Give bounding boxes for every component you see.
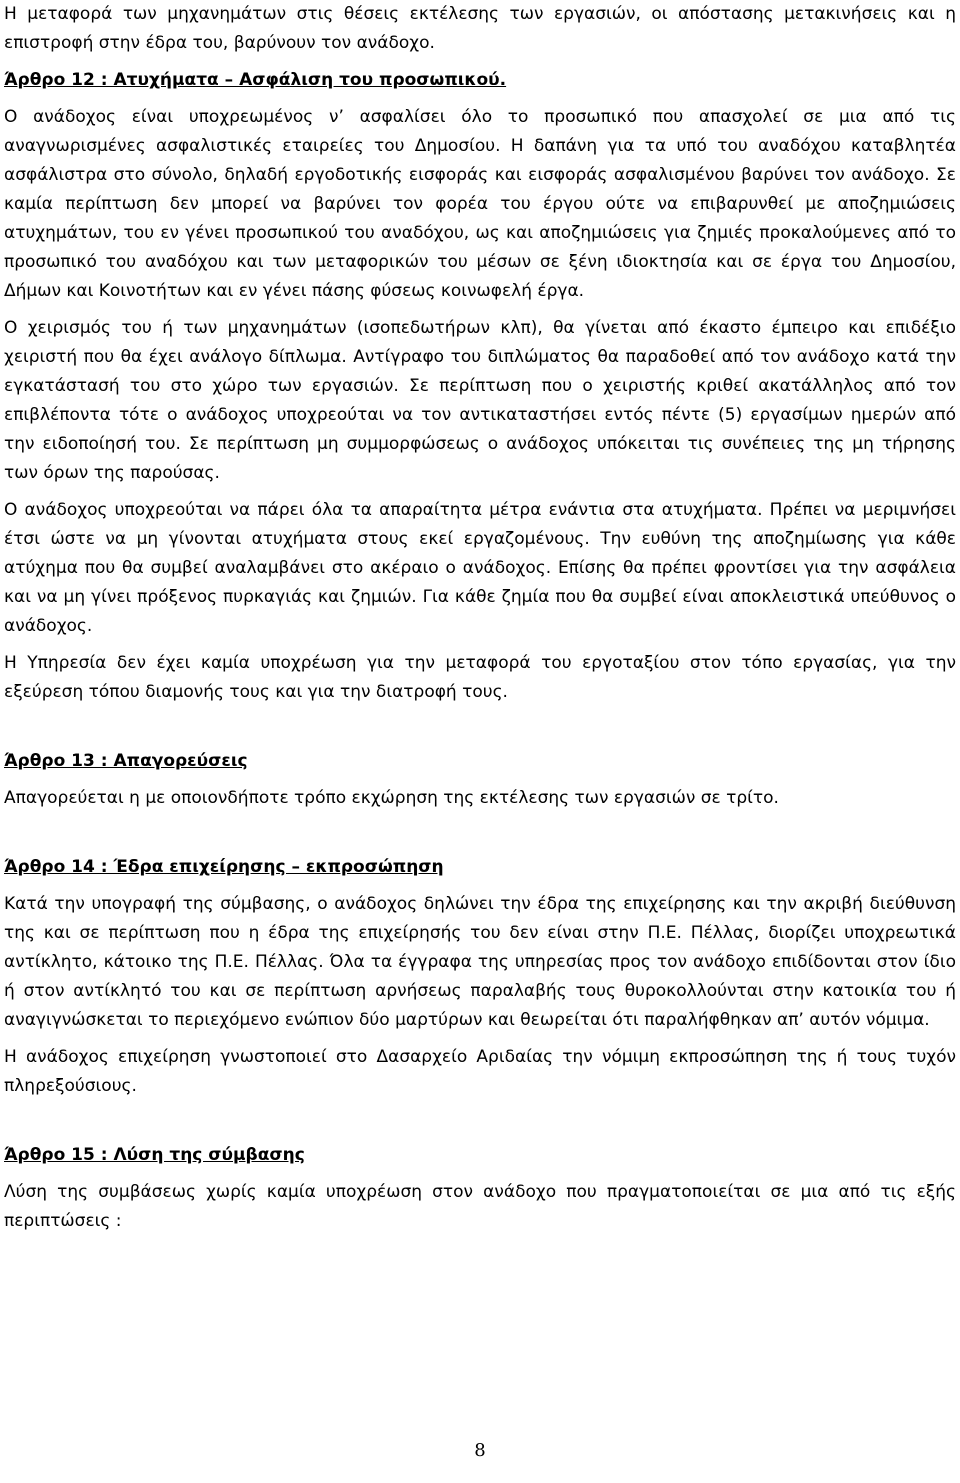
heading-article-15: Άρθρο 15 : Λύση της σύμβασης [4,1145,305,1165]
paragraph-service-obligations: Η Υπηρεσία δεν έχει καμία υποχρέωση για την μεταφορά του εργοταξίου στον τόπο εργασίας, για την εξεύρεση τόπου διαμονής τους και για την διατροφή τους. [4,653,956,702]
paragraph-accidents: Ο ανάδοχος υποχρεούται να πάρει όλα τα απαραίτητα μέτρα ενάντια στα ατυχήματα. Πρέπει να μεριμνήσει έτσι ώστε να μη γίνονται ατυχήματα στους εκεί εργαζομένους. Την ευθύνη της αποζημίωσης για κάθε ατύχημα που θα συμβεί αναλαμβάνει στο ακέραιο ο ανάδοχος. Επίσης θα πρέπει φροντίσει για την ασφάλεια και να μη γίνει πρόξενος πυρκαγιάς και ζημιών. Για κάθε ζημία που θα συμβεί είναι αποκλειστικά υπεύθυνος ο ανάδοχος. [4,500,956,636]
paragraph-operators: Ο χειρισμός του ή των μηχανημάτων (ισοπεδωτήρων κλπ), θα γίνεται από έκαστο έμπειρο και επιδέξιο χειριστή που θα έχει ανάλογο δίπλωμα. Αντίγραφο του διπλώματος θα παραδοθεί από τον ανάδοχο κατά την εγκατάστασή του στο χώρο των εργασιών. Σε περίπτωση που ο χειριστής κριθεί ακατάλληλος από τον επιβλέποντα τότε ο ανάδοχος υποχρεούται να τον αντικαταστήσει εντός πέντε (5) εργασίμων ημερών από την ειδοποίησή του. Σε περίπτωση μη συμμορφώσεως ο ανάδοχος υπόκειται τις συνέπειες της μη τήρησης των όρων της παρούσας. [4,318,956,483]
paragraph-insurance: Ο ανάδοχος είναι υποχρεωμένος ν’ ασφαλίσει όλο το προσωπικό που απασχολεί σε μια από τις αναγνωρισμένες ασφαλιστικές εταιρείες του Δημοσίου. Η δαπάνη για τα υπό του αναδόχου καταβλητέα ασφάλιστρα στο σύνολο, δηλαδή εργοδοτικής εισφοράς και εισφοράς ασφαλισμένου βαρύνει τον ανάδοχο. Σε καμία περίπτωση δεν μπορεί να βαρύνει τον φορέα του έργου ούτε να επιβαρυνθεί με αποζημιώσεις ατυχημάτων, του εν γένει προσωπικού του αναδόχου, ως και αποζημιώσεις για ζημιές προκαλούμενες από το προσωπικό του αναδόχου και των μεταφορικών του μέσων σε ξένη ιδιοκτησία και σε έργα του Δημοσίου, Δήμων και Κοινοτήτων και εν γένει πάσης φύσεως κοινωφελή έργα. [4,107,956,301]
heading-article-13: Άρθρο 13 : Απαγορεύσεις [4,751,248,771]
heading-article-14: Άρθρο 14 : Έδρα επιχείρησης – εκπροσώπηση [4,857,444,877]
paragraph-transport: Η μεταφορά των μηχανημάτων στις θέσεις εκτέλεσης των εργασιών, οι απόστασης μετακινήσεις και η επιστροφή στην έδρα του, βαρύνουν τον ανάδοχο. [4,4,956,53]
paragraph-termination: Λύση της συμβάσεως χωρίς καμία υποχρέωση στον ανάδοχο που πραγματοποιείται σε μια από τις εξής περιπτώσεις : [4,1182,956,1231]
page-number: 8 [474,1440,486,1461]
paragraph-notification: Η ανάδοχος επιχείρηση γνωστοποιεί στο Δασαρχείο Αριδαίας την νόμιμη εκπροσώπηση της ή τους τυχόν πληρεξούσιους. [4,1047,956,1096]
heading-article-12: Άρθρο 12 : Ατυχήματα – Ασφάλιση του προσωπικού. [4,70,507,90]
paragraph-prohibitions: Απαγορεύεται η με οποιονδήποτε τρόπο εκχώρηση της εκτέλεσης των εργασιών σε τρίτο. [4,788,779,808]
paragraph-seat-representation: Κατά την υπογραφή της σύμβασης, ο ανάδοχος δηλώνει την έδρα της επιχείρησης και την ακριβή διεύθυνση της και σε περίπτωση που η έδρα της επιχείρησής του δεν είναι στην Π.Ε. Πέλλας, διορίζει υποχρεωτικά αντίκλητο, κάτοικο της Π.Ε. Πέλλας. Όλα τα έγγραφα της υπηρεσίας προς τον ανάδοχο επιδίδονται στον ίδιο ή στον αντίκλητό του και σε περίπτωση αρνήσεως παραλαβής τους θυροκολλούνται στην κατοικία του ή αναγιγνώσκεται το περιεχόμενο ενώπιον δύο μαρτύρων και θεωρείται ότι παραλήφθηκαν απ’ αυτόν νόμιμα. [4,894,956,1030]
